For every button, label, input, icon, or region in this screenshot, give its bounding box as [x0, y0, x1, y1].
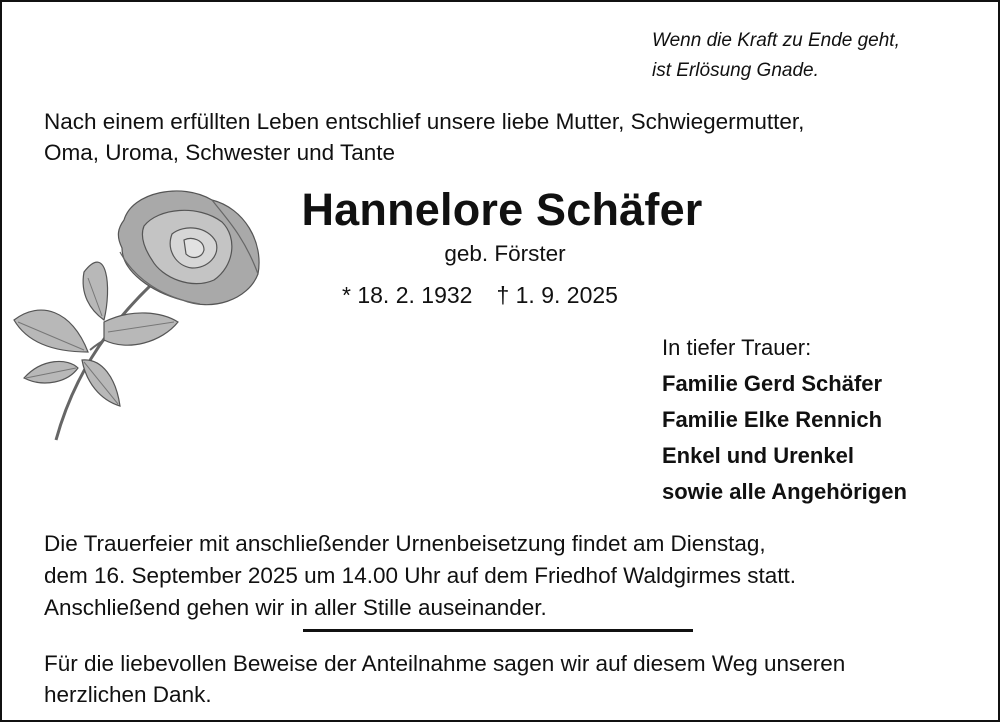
motto-line: ist Erlösung Gnade.	[652, 60, 819, 81]
birth-date: * 18. 2. 1932	[342, 282, 473, 308]
birth-name-row	[2, 238, 998, 270]
mourner-family: sowie alle Angehörigen	[662, 479, 907, 504]
divider-line	[303, 629, 693, 632]
intro-line: Nach einem erfüllten Leben entschlief unsere liebe Mutter, Schwiegermutter,	[44, 109, 805, 134]
intro-text	[44, 106, 804, 168]
thanks-text	[44, 648, 845, 710]
thanks-line: Für die liebevollen Beweise der Anteilnahme sagen wir auf diesem Weg unseren	[44, 651, 846, 676]
death-date: † 1. 9. 2025	[496, 282, 618, 308]
thanks-line: herzlichen Dank.	[44, 682, 212, 707]
motto-quote	[652, 26, 900, 86]
deceased-name: Hannelore Schäfer	[301, 184, 703, 235]
mourner-family: Familie Gerd Schäfer	[662, 371, 883, 396]
mourners-heading: In tiefer Trauer:	[662, 335, 812, 360]
mourners-block	[662, 330, 907, 510]
funeral-service-info	[44, 528, 796, 624]
motto-line: Wenn die Kraft zu Ende geht,	[652, 30, 900, 51]
life-dates	[342, 279, 618, 311]
service-line: dem 16. September 2025 um 14.00 Uhr auf dem Friedhof Waldgirmes statt.	[44, 563, 797, 588]
mourner-family: Familie Elke Rennich	[662, 407, 883, 432]
mourner-family: Enkel und Urenkel	[662, 443, 854, 468]
service-line: Die Trauerfeier mit anschließender Urnenbeisetzung findet am Dienstag,	[44, 531, 766, 556]
intro-line: Oma, Uroma, Schwester und Tante	[44, 140, 395, 165]
birth-name: geb. Förster	[444, 241, 566, 266]
service-line: Anschließend gehen wir in aller Stille auseinander.	[44, 595, 547, 620]
